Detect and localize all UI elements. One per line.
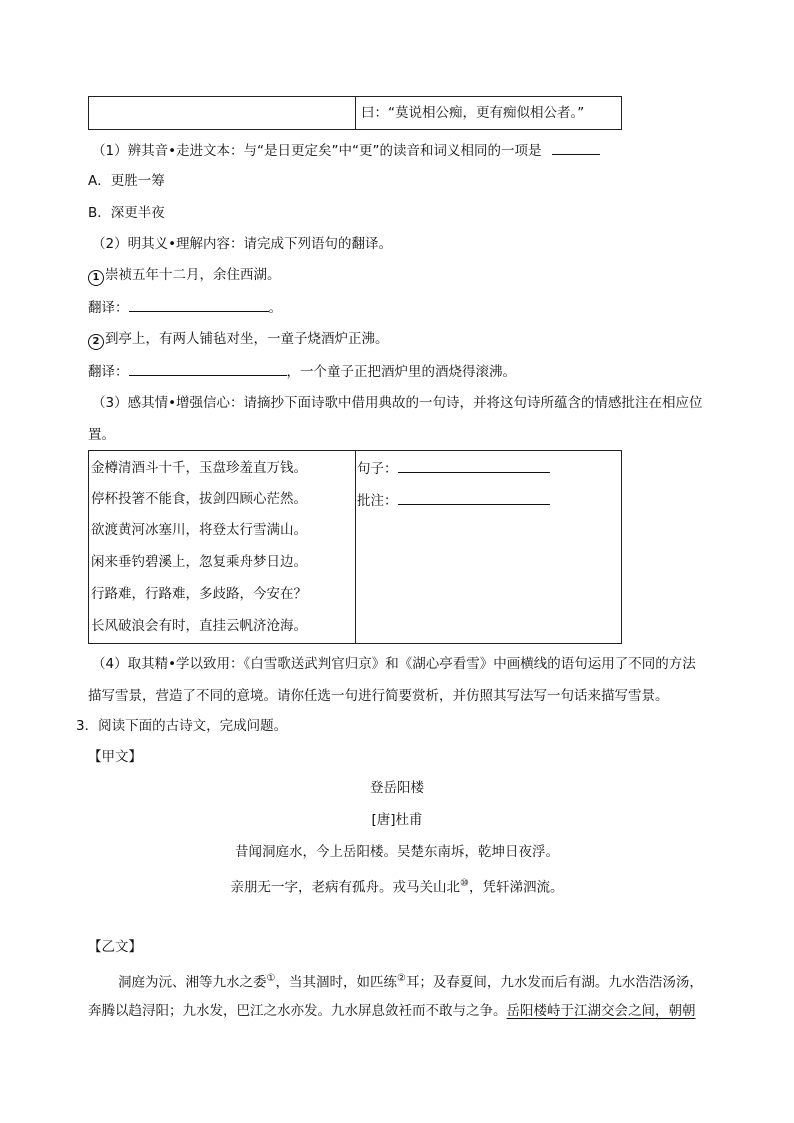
- q1-option-b: B．深更半夜: [88, 205, 165, 221]
- yi-line-1b: ，当其涸时，如匹练: [275, 974, 397, 991]
- yi-label: 【乙文】: [88, 939, 142, 955]
- yi-line-2: [88, 1001, 696, 1021]
- yi-line-1c: 耳；及春夏间，九水发而后有湖。九水浩浩汤汤，: [405, 974, 703, 991]
- footnote-marker: ⑩: [460, 878, 469, 889]
- footnote-marker: ②: [396, 973, 406, 984]
- q1-prompt: （1）辨其音•走进文本：与“是日更定矣”中“更”的读音和词义相同的一项是: [92, 143, 542, 159]
- underlined-sentence: 岳阳楼峙于江湖交会之间，朝朝: [506, 1003, 696, 1019]
- sentence-label: 句子：: [357, 461, 398, 477]
- top-table: [88, 96, 622, 130]
- q1-option-a: A．更胜一筹: [88, 173, 165, 189]
- poem-title: 登岳阳楼: [370, 780, 424, 796]
- poem-line: 金樽清酒斗十千，玉盘珍羞直万钱。: [91, 460, 307, 476]
- q2-translate-1: [88, 297, 282, 318]
- q4-line1: （4）取其精•学以致用：《白雪歌送武判官归京》和《湖心亭看雪》中画横线的语句运用了不同的方法: [92, 656, 696, 672]
- yi-line-2a: 奔腾以趋浔阳；九水发，巴江之水亦发。九水屏息敛衽而不敢与之争。: [88, 1003, 507, 1019]
- translate-end: 。: [268, 300, 282, 316]
- yi-line-1: [118, 969, 703, 993]
- translate-tail: ，一个童子正把酒炉里的酒烧得滚沸。: [286, 364, 516, 380]
- q2-translate-2: [88, 361, 516, 382]
- section3-intro: 3．阅读下面的古诗文，完成问题。: [76, 718, 288, 734]
- poem-line: 停杯投箸不能食，拔剑四顾心茫然。: [91, 491, 307, 507]
- poem-line-2a: 亲朋无一字，老病有孤舟。戎马关山北: [230, 879, 461, 896]
- poem-line: 欲渡黄河冰塞川，将登太行雪满山。: [91, 522, 307, 538]
- poem-line: 行路难，行路难，多歧路，今安在？: [91, 586, 307, 602]
- q4-line2: 描写雪景，营造了不同的意境。请你任选一句进行简要赏析，并仿照其写法写一句话来描写雪景。: [88, 688, 669, 704]
- poem-line-2: [0, 874, 794, 898]
- poem-line: 长风破浪会有时，直挂云帆济沧海。: [91, 618, 307, 634]
- table-divider: [355, 97, 356, 129]
- q1-answer-blank[interactable]: [552, 140, 600, 155]
- sentence-answer: [357, 458, 550, 479]
- q3-prompt-line1: （3）感其情•增强信心：请摘抄下面诗歌中借用典故的一句诗，并将这句诗所蕴含的情感批注在相应位: [92, 395, 703, 411]
- q2-item2: [88, 329, 389, 350]
- q2-item1: [88, 265, 281, 286]
- q1-prompt-row: [92, 140, 600, 161]
- sentence-blank[interactable]: [398, 458, 550, 473]
- item-number-2: 2: [88, 334, 104, 350]
- translate-label: 翻译：: [88, 300, 129, 316]
- poem-line-1: 昔闻洞庭水，今上岳阳楼。吴楚东南坼，乾坤日夜浮。: [235, 844, 559, 860]
- annotation-blank[interactable]: [398, 490, 550, 505]
- yi-line-1a: 洞庭为沅、湘等九水之委: [118, 974, 267, 991]
- translate-blank-2[interactable]: [129, 361, 287, 376]
- q2-item2-text: 到亭上，有两人铺毡对坐，一童子烧酒炉正沸。: [105, 331, 389, 347]
- table-right-cell: 曰：“莫说相公痴，更有痴似相公者。”: [361, 105, 585, 121]
- translate-blank-1[interactable]: [129, 297, 269, 312]
- jia-label: 【甲文】: [88, 749, 142, 765]
- poem-line: 闲来垂钓碧溪上，忽复乘舟梦日边。: [91, 554, 307, 570]
- q2-prompt: （2）明其义•理解内容：请完成下列语句的翻译。: [92, 236, 393, 252]
- table-divider: [355, 451, 356, 643]
- poem-table: [88, 450, 622, 644]
- q2-item1-text: 崇祯五年十二月，余住西湖。: [105, 267, 281, 283]
- q3-prompt-line2: 置。: [88, 427, 115, 443]
- poem-line-2b: ，凭轩涕泗流。: [468, 879, 564, 896]
- footnote-marker: ①: [266, 973, 276, 984]
- item-number-1: 1: [88, 270, 104, 286]
- translate-label: 翻译：: [88, 364, 129, 380]
- annotation-answer: [357, 490, 550, 511]
- annotation-label: 批注：: [357, 493, 398, 509]
- poem-author: [唐]杜甫: [371, 812, 423, 828]
